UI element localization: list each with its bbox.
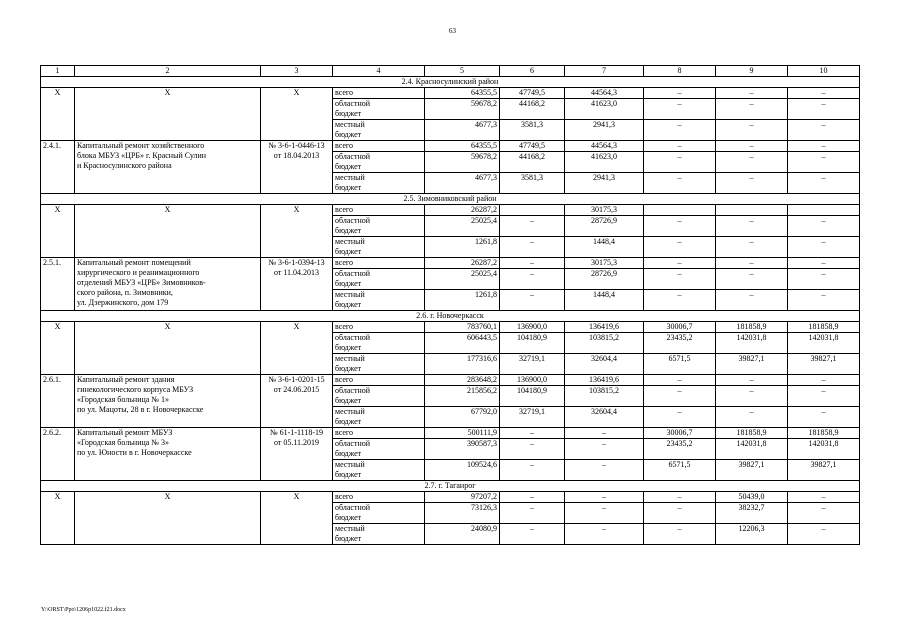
value-cell: 64355,5 (425, 88, 500, 99)
value-cell: – (716, 120, 788, 141)
text-line: местный (335, 237, 365, 246)
value-cell: 3581,3 (500, 120, 565, 141)
funding-source (333, 428, 425, 439)
text-line: Капитальный ремонт помещений (77, 258, 191, 267)
value-cell: 39827,1 (716, 460, 788, 481)
value-cell: 606443,5 (425, 333, 500, 354)
text-line: X (164, 492, 171, 501)
text-line: от 05.11.2019 (273, 438, 320, 447)
value-cell: – (716, 269, 788, 290)
funding-source (333, 407, 425, 428)
text-line: № 3-6-1-0446-13 (268, 141, 325, 150)
value-cell (644, 205, 716, 216)
text-line: всего (335, 492, 354, 501)
funding-source (333, 460, 425, 481)
funding-source (333, 492, 425, 503)
text-line: всего (335, 375, 354, 384)
funding-source (333, 503, 425, 524)
section-header-row (41, 311, 860, 322)
value-cell: – (644, 88, 716, 99)
value-cell: – (716, 375, 788, 386)
value-cell: – (500, 428, 565, 439)
text-line: № 61-1-1118-19 (269, 428, 324, 437)
column-number-10: 10 (788, 66, 860, 77)
table-body (41, 66, 860, 545)
value-cell: 142031,8 (716, 333, 788, 354)
value-cell (788, 205, 860, 216)
text-line: «Городская больница № 3» (77, 438, 169, 447)
text-line: областной (335, 439, 371, 448)
text-line: № 3-6-1-0201-15 (268, 375, 325, 384)
funding-source (333, 354, 425, 375)
value-cell (716, 205, 788, 216)
column-number-9: 9 (716, 66, 788, 77)
value-cell: 6571,5 (644, 354, 716, 375)
value-cell: 1448,4 (565, 237, 644, 258)
value-cell: – (716, 258, 788, 269)
value-cell: – (500, 258, 565, 269)
table-row (41, 258, 860, 269)
value-cell: 32604,4 (565, 354, 644, 375)
value-cell: 26287,2 (425, 258, 500, 269)
value-cell: – (788, 141, 860, 152)
text-line: блока МБУЗ «ЦРБ» г. Красный Сулин (77, 151, 207, 160)
text-line: X (293, 205, 300, 214)
expertise-document (261, 322, 333, 375)
funding-source (333, 439, 425, 460)
text-line: бюджет (335, 364, 362, 373)
expertise-document (261, 492, 333, 545)
value-cell: – (500, 216, 565, 237)
value-cell: – (788, 237, 860, 258)
text-line: X (164, 205, 171, 214)
value-cell: – (565, 428, 644, 439)
value-cell: 6571,5 (644, 460, 716, 481)
value-cell: 25025,4 (425, 269, 500, 290)
text-line: от 24.06.2015 (273, 385, 320, 394)
object-name (75, 205, 261, 258)
text-line: от 18.04.2013 (273, 151, 320, 160)
value-cell: – (788, 269, 860, 290)
section-header-row (41, 481, 860, 492)
object-name (75, 258, 261, 311)
value-cell: – (644, 386, 716, 407)
value-cell: 136419,6 (565, 375, 644, 386)
section-title: 2.7. г. Таганрог (41, 481, 860, 492)
object-name (75, 322, 261, 375)
text-line: X (164, 88, 171, 97)
value-cell: – (716, 141, 788, 152)
expertise-document (261, 141, 333, 194)
item-number: X (41, 492, 75, 545)
value-cell: 177316,6 (425, 354, 500, 375)
value-cell: – (788, 173, 860, 194)
value-cell: – (644, 120, 716, 141)
value-cell: 136900,0 (500, 375, 565, 386)
value-cell: 26287,2 (425, 205, 500, 216)
text-line: всего (335, 258, 354, 267)
value-cell: 38232,7 (716, 503, 788, 524)
text-line: бюджет (335, 183, 362, 192)
funding-source (333, 258, 425, 269)
value-cell: – (565, 503, 644, 524)
text-line: всего (335, 428, 354, 437)
funding-source (333, 88, 425, 99)
text-line: областной (335, 333, 371, 342)
value-cell: – (788, 99, 860, 120)
text-line: X (164, 322, 171, 331)
text-line: по ул. Юности в г. Новочеркасске (77, 448, 192, 457)
value-cell: – (716, 216, 788, 237)
column-number-4: 4 (333, 66, 425, 77)
text-line: бюджет (335, 247, 362, 256)
value-cell: 23435,2 (644, 333, 716, 354)
value-cell: 23435,2 (644, 439, 716, 460)
text-line: Капитальный ремонт МБУЗ (77, 428, 173, 437)
value-cell: 59678,2 (425, 99, 500, 120)
text-line: бюджет (335, 513, 362, 522)
expertise-document (261, 88, 333, 141)
section-title: 2.4. Красносулинский район (41, 77, 860, 88)
section-title: 2.6. г. Новочеркасск (41, 311, 860, 322)
value-cell: – (788, 492, 860, 503)
text-line: «Городская больница № 1» (77, 395, 169, 404)
value-cell: – (500, 524, 565, 545)
value-cell: 181858,9 (788, 322, 860, 333)
text-line: бюджет (335, 226, 362, 235)
funding-source (333, 216, 425, 237)
object-name (75, 428, 261, 481)
value-cell: 215856,2 (425, 386, 500, 407)
value-cell: 136419,6 (565, 322, 644, 333)
text-line: отделений МБУЗ «ЦРБ» Зимовников- (77, 278, 206, 287)
object-name (75, 375, 261, 428)
value-cell: 47749,5 (500, 88, 565, 99)
funding-source (333, 141, 425, 152)
column-number-7: 7 (565, 66, 644, 77)
value-cell: – (644, 269, 716, 290)
value-cell: – (788, 524, 860, 545)
text-line: № 3-6-1-0394-13 (268, 258, 325, 267)
section-title: 2.5. Зимовниковский район (41, 194, 860, 205)
value-cell: – (644, 216, 716, 237)
text-line: ул. Дзержинского, дом 179 (77, 298, 169, 307)
text-line: Капитальный ремонт здания (77, 375, 175, 384)
value-cell: 30175,3 (565, 205, 644, 216)
value-cell: 1261,8 (425, 237, 500, 258)
value-cell: – (788, 258, 860, 269)
value-cell: 109524,6 (425, 460, 500, 481)
value-cell: – (716, 99, 788, 120)
funding-source (333, 333, 425, 354)
value-cell: 181858,9 (716, 322, 788, 333)
value-cell: 12206,3 (716, 524, 788, 545)
column-number-2: 2 (75, 66, 261, 77)
value-cell: 32604,4 (565, 407, 644, 428)
funding-source (333, 152, 425, 173)
text-line: ского района, п. Зимовники, (77, 288, 173, 297)
value-cell: – (565, 492, 644, 503)
text-line: областной (335, 503, 371, 512)
text-line: бюджет (335, 279, 362, 288)
text-line: X (293, 492, 300, 501)
expertise-document (261, 428, 333, 481)
value-cell: – (788, 152, 860, 173)
value-cell: – (644, 290, 716, 311)
text-line: X (293, 322, 300, 331)
funding-source (333, 290, 425, 311)
value-cell: – (716, 386, 788, 407)
value-cell: 50439,0 (716, 492, 788, 503)
value-cell: – (565, 439, 644, 460)
text-line: и Красносулинского района (77, 161, 172, 170)
value-cell: 1448,4 (565, 290, 644, 311)
value-cell: 32719,1 (500, 354, 565, 375)
funding-source (333, 205, 425, 216)
value-cell: – (644, 237, 716, 258)
table-row (41, 205, 860, 216)
value-cell: 103815,2 (565, 333, 644, 354)
text-line: всего (335, 88, 354, 97)
value-cell: 24080,9 (425, 524, 500, 545)
funding-source (333, 173, 425, 194)
value-cell: 39827,1 (788, 354, 860, 375)
value-cell: 142031,8 (716, 439, 788, 460)
value-cell: – (644, 375, 716, 386)
text-line: бюджет (335, 130, 362, 139)
value-cell: 283648,2 (425, 375, 500, 386)
value-cell: 64355,5 (425, 141, 500, 152)
table-row (41, 428, 860, 439)
value-cell: 2941,3 (565, 173, 644, 194)
text-line: областной (335, 216, 371, 225)
column-number-3: 3 (261, 66, 333, 77)
value-cell: 73126,3 (425, 503, 500, 524)
value-cell: – (644, 173, 716, 194)
value-cell: 4677,3 (425, 120, 500, 141)
value-cell: – (644, 152, 716, 173)
value-cell: – (644, 99, 716, 120)
table-row (41, 492, 860, 503)
value-cell: 142031,8 (788, 333, 860, 354)
value-cell: 104180,9 (500, 386, 565, 407)
value-cell: 30006,7 (644, 428, 716, 439)
table-row (41, 375, 860, 386)
value-cell: – (500, 439, 565, 460)
text-line: всего (335, 205, 354, 214)
text-line: местный (335, 407, 365, 416)
value-cell: 59678,2 (425, 152, 500, 173)
item-number: X (41, 205, 75, 258)
value-cell: 4677,3 (425, 173, 500, 194)
column-number-1: 1 (41, 66, 75, 77)
table-row (41, 141, 860, 152)
object-name (75, 492, 261, 545)
funding-source (333, 375, 425, 386)
value-cell: – (788, 407, 860, 428)
footer-file-path: Y:\ORST\Ppo\1206p1022.f21.docx (41, 607, 126, 613)
text-line: от 11.04.2013 (273, 268, 320, 277)
value-cell: 30175,3 (565, 258, 644, 269)
value-cell: 142031,8 (788, 439, 860, 460)
value-cell: 44564,3 (565, 141, 644, 152)
value-cell: – (716, 407, 788, 428)
value-cell: 44564,3 (565, 88, 644, 99)
value-cell: – (644, 258, 716, 269)
value-cell: 500111,9 (425, 428, 500, 439)
value-cell: – (716, 152, 788, 173)
expertise-document (261, 375, 333, 428)
value-cell: – (716, 290, 788, 311)
item-number: X (41, 88, 75, 141)
item-number: 2.6.1. (41, 375, 75, 428)
text-line: бюджет (335, 470, 362, 479)
text-line: областной (335, 269, 371, 278)
value-cell: – (788, 375, 860, 386)
text-line: Капитальный ремонт хозяйственного (77, 141, 205, 150)
value-cell: – (788, 216, 860, 237)
object-name (75, 88, 261, 141)
column-number-8: 8 (644, 66, 716, 77)
value-cell: 28726,9 (565, 269, 644, 290)
value-cell: 25025,4 (425, 216, 500, 237)
text-line: областной (335, 386, 371, 395)
text-line: бюджет (335, 396, 362, 405)
value-cell: – (644, 524, 716, 545)
text-line: бюджет (335, 343, 362, 352)
text-line: гинекологического корпуса МБУЗ (77, 385, 194, 394)
text-line: местный (335, 524, 365, 533)
value-cell: 44168,2 (500, 152, 565, 173)
text-line: местный (335, 173, 365, 182)
page-number: 63 (449, 27, 456, 35)
value-cell: 1261,8 (425, 290, 500, 311)
value-cell: 30006,7 (644, 322, 716, 333)
value-cell (500, 205, 565, 216)
funding-table (40, 65, 860, 545)
object-name (75, 141, 261, 194)
text-line: бюджет (335, 109, 362, 118)
value-cell: 136900,0 (500, 322, 565, 333)
value-cell: 47749,5 (500, 141, 565, 152)
value-cell: 103815,2 (565, 386, 644, 407)
value-cell: 39827,1 (716, 354, 788, 375)
value-cell: – (716, 173, 788, 194)
value-cell: 2941,3 (565, 120, 644, 141)
expertise-document (261, 205, 333, 258)
value-cell: 181858,9 (716, 428, 788, 439)
text-line: всего (335, 141, 354, 150)
value-cell: 44168,2 (500, 99, 565, 120)
funding-source (333, 237, 425, 258)
funding-source (333, 322, 425, 333)
value-cell: – (500, 460, 565, 481)
value-cell: 783760,1 (425, 322, 500, 333)
value-cell: 41623,0 (565, 99, 644, 120)
value-cell: 104180,9 (500, 333, 565, 354)
text-line: местный (335, 354, 365, 363)
value-cell: – (644, 492, 716, 503)
funding-source (333, 524, 425, 545)
value-cell: – (500, 237, 565, 258)
funding-source (333, 386, 425, 407)
value-cell: – (644, 407, 716, 428)
value-cell: 3581,3 (500, 173, 565, 194)
value-cell: 39827,1 (788, 460, 860, 481)
text-line: X (293, 88, 300, 97)
value-cell: – (565, 524, 644, 545)
value-cell: – (716, 88, 788, 99)
value-cell: 67792,0 (425, 407, 500, 428)
value-cell: 32719,1 (500, 407, 565, 428)
column-number-6: 6 (500, 66, 565, 77)
funding-source (333, 269, 425, 290)
text-line: хирургического и реанимационного (77, 268, 200, 277)
text-line: местный (335, 460, 365, 469)
text-line: местный (335, 120, 365, 129)
text-line: областной (335, 152, 371, 161)
value-cell: – (788, 120, 860, 141)
column-number-row (41, 66, 860, 77)
item-number: 2.5.1. (41, 258, 75, 311)
value-cell: – (500, 290, 565, 311)
column-number-5: 5 (425, 66, 500, 77)
expertise-document (261, 258, 333, 311)
value-cell: – (644, 503, 716, 524)
text-line: бюджет (335, 534, 362, 543)
item-number: X (41, 322, 75, 375)
text-line: бюджет (335, 417, 362, 426)
value-cell: – (788, 88, 860, 99)
item-number: 2.6.2. (41, 428, 75, 481)
text-line: по ул. Мацоты, 28 в г. Новочеркасске (77, 405, 204, 414)
table-row (41, 322, 860, 333)
text-line: всего (335, 322, 354, 331)
value-cell: – (788, 290, 860, 311)
value-cell: – (500, 269, 565, 290)
value-cell: – (716, 237, 788, 258)
value-cell: – (500, 492, 565, 503)
text-line: областной (335, 99, 371, 108)
value-cell: 28726,9 (565, 216, 644, 237)
section-header-row (41, 194, 860, 205)
value-cell: 97207,2 (425, 492, 500, 503)
value-cell: – (788, 503, 860, 524)
value-cell: 181858,9 (788, 428, 860, 439)
value-cell: – (500, 503, 565, 524)
item-number: 2.4.1. (41, 141, 75, 194)
value-cell: – (644, 141, 716, 152)
text-line: местный (335, 290, 365, 299)
value-cell: – (788, 386, 860, 407)
text-line: бюджет (335, 162, 362, 171)
value-cell: – (565, 460, 644, 481)
text-line: бюджет (335, 449, 362, 458)
funding-source (333, 120, 425, 141)
funding-source (333, 99, 425, 120)
section-header-row (41, 77, 860, 88)
text-line: бюджет (335, 300, 362, 309)
value-cell: 41623,0 (565, 152, 644, 173)
value-cell: 390587,3 (425, 439, 500, 460)
table-row (41, 88, 860, 99)
